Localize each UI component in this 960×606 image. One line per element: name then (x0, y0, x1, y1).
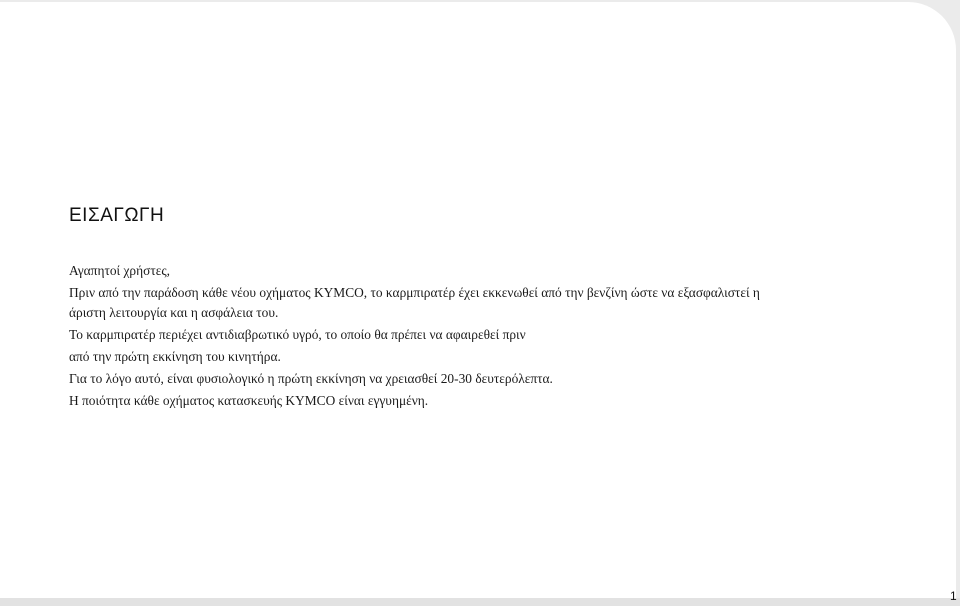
paragraph-line: άριστη λειτουργία και η ασφάλεια του. (69, 305, 279, 320)
body-text (69, 261, 929, 411)
greeting-line: Αγαπητοί χρήστες, (69, 263, 170, 278)
paragraph-line: από την πρώτη εκκίνηση του κινητήρα. (69, 349, 281, 364)
document-page (0, 2, 956, 600)
page-title: ΕΙΣΑΓΩΓΗ (69, 205, 165, 226)
paragraph-line: Πριν από την παράδοση κάθε νέου οχήματος KYMCO, το καρμπιρατέρ έχει εκκενωθεί από την βενζίνη ώστε να εξασφαλιστεί η (69, 285, 760, 300)
paragraph-line: Το καρμπιρατέρ περιέχει αντιδιαβρωτικό υγρό, το οποίο θα πρέπει να αφαιρεθεί πριν (69, 327, 526, 342)
page-number: 1 (950, 589, 957, 603)
paragraph-line: Η ποιότητα κάθε οχήματος κατασκευής KYMCO είναι εγγυημένη. (69, 393, 429, 408)
paragraph-line: Για το λόγο αυτό, είναι φυσιολογικό η πρώτη εκκίνηση να χρειασθεί 20-30 δευτερόλεπτα. (69, 371, 553, 386)
page-bottom-edge (0, 598, 960, 606)
